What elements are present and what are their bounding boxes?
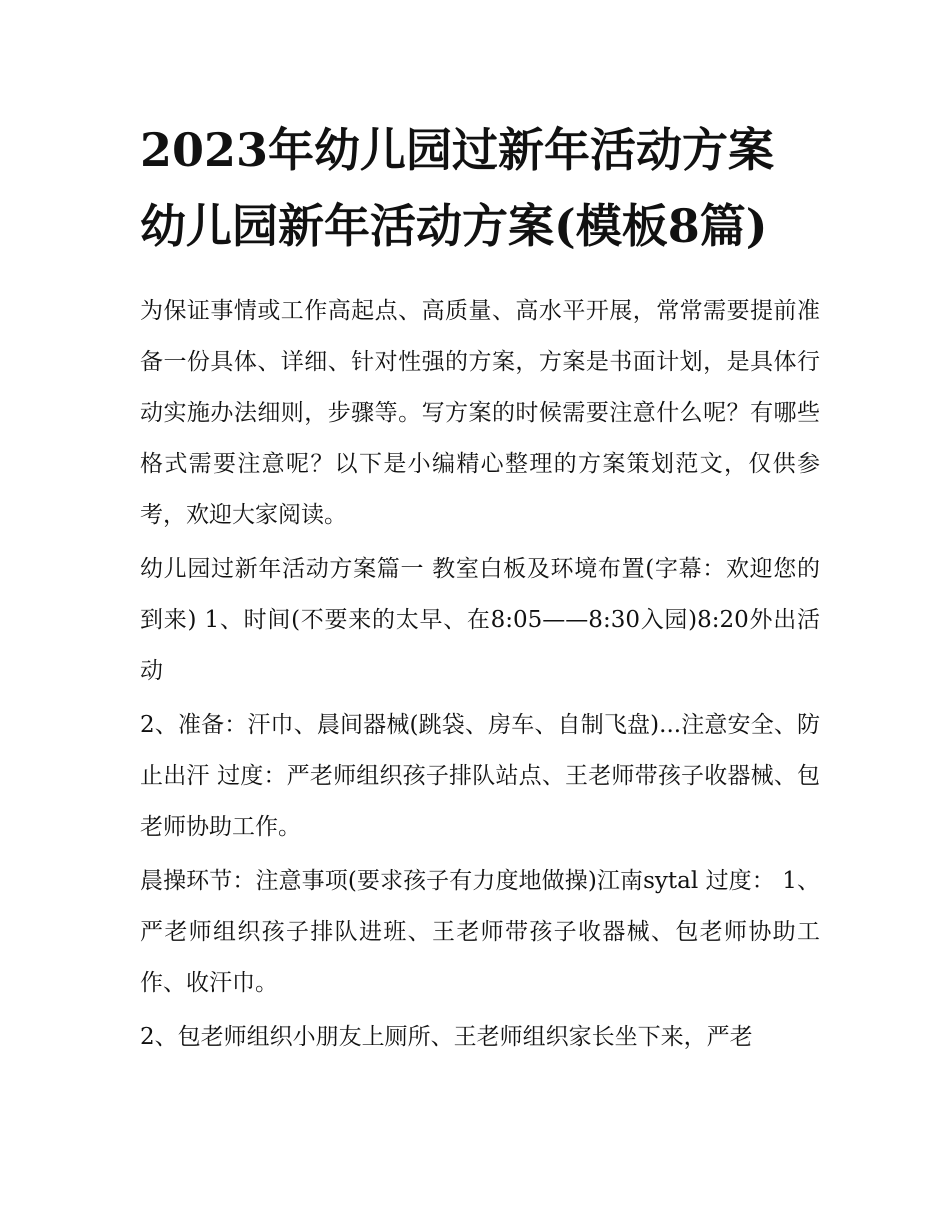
paragraph-morning-exercise: 晨操环节：注意事项(要求孩子有力度地做操)江南sytal 过度： 1、严老师组织孩子排队进班、王老师带孩子收器械、包老师协助工作、收汗巾。 (140, 868, 820, 996)
paragraph-intro: 为保证事情或工作高起点、高质量、高水平开展，常常需要提前准备一份具体、详细、针对性强的方案，方案是书面计划，是具体行动实施办法细则，步骤等。写方案的时候需要注意什么呢？有哪些格式需要注意呢？以下是小编精心整理的方案策划范文，仅供参考，欢迎大家阅读。 (140, 298, 820, 528)
paragraph-preparation: 2、准备：汗巾、晨间器械(跳袋、房车、自制飞盘)...注意安全、防止出汗 过度：严老师组织孩子排队站点、王老师带孩子收器械、包老师协助工作。 (140, 712, 820, 840)
paragraph-toilet: 2、包老师组织小朋友上厕所、王老师组织家长坐下来，严老 (140, 1024, 753, 1050)
document-body (140, 286, 820, 1063)
paragraph-section-one: 幼儿园过新年活动方案篇一 教室白板及环境布置(字幕：欢迎您的到来) 1、时间(不要来的太早、在8:05——8:30入园)8:20外出活动 (140, 556, 820, 684)
document-title: 2023年幼儿园过新年活动方案 幼儿园新年活动方案(模板8篇) (140, 123, 775, 253)
document-content (140, 112, 820, 1066)
